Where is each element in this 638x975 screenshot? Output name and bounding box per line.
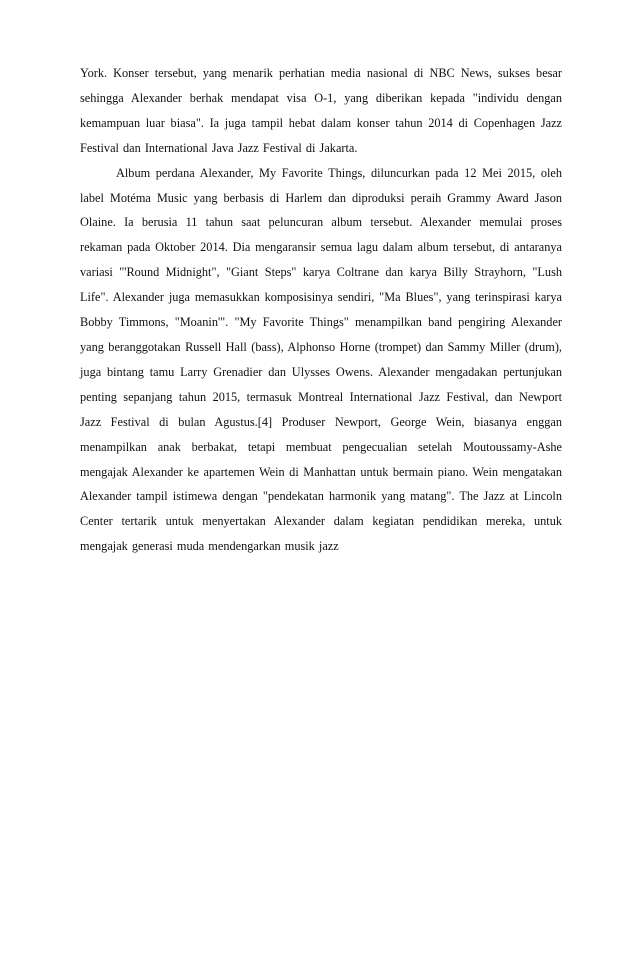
paragraph-1: York. Konser tersebut, yang menarik perhatian media nasional di NBC News, sukses besar sehingga Alexander berhak mendapat visa O-1, yang diberikan kepada "individu dengan kemampuan luar biasa". Ia juga tampil hebat dalam konser tahun 2014 di Copenhagen Jazz Festival dan International Java Jazz Festival di Jakarta. [80,66,562,155]
document-body [80,61,562,559]
paragraph-2: Album perdana Alexander, My Favorite Things, diluncurkan pada 12 Mei 2015, oleh label Motéma Music yang berbasis di Harlem dan diproduksi peraih Grammy Award Jason Olaine. Ia berusia 11 tahun saat peluncuran album tersebut. Alexander memulai proses rekaman pada Oktober 2014. Dia mengaransir semua lagu dalam album tersebut, di antaranya variasi "'Round Midnight", "Giant Steps" karya Coltrane dan karya Billy Strayhorn, "Lush Life". Alexander juga memasukkan komposisinya sendiri, "Ma Blues", yang terinspirasi karya Bobby Timmons, "Moanin'". "My Favorite Things" menampilkan band pengiring Alexander yang beranggotakan Russell Hall (bass), Alphonso Horne (trompet) dan Sammy Miller (drum), juga bintang tamu Larry Grenadier dan Ulysses Owens. Alexander mengadakan pertunjukan penting sepanjang tahun 2015, termasuk Montreal International Jazz Festival, dan Newport Jazz Festival di bulan Agustus.[4] Produser Newport, George Wein, biasanya enggan menampilkan anak berbakat, tetapi membuat pengecualian setelah Moutoussamy-Ashe mengajak Alexander ke apartemen Wein di Manhattan untuk bermain piano. Wein mengatakan Alexander tampil istimewa dengan "pendekatan harmonik yang matang". The Jazz at Lincoln Center tertarik untuk menyertakan Alexander dalam kegiatan pendidikan mereka, untuk mengajak generasi muda mendengarkan musik jazz [80,165,562,554]
